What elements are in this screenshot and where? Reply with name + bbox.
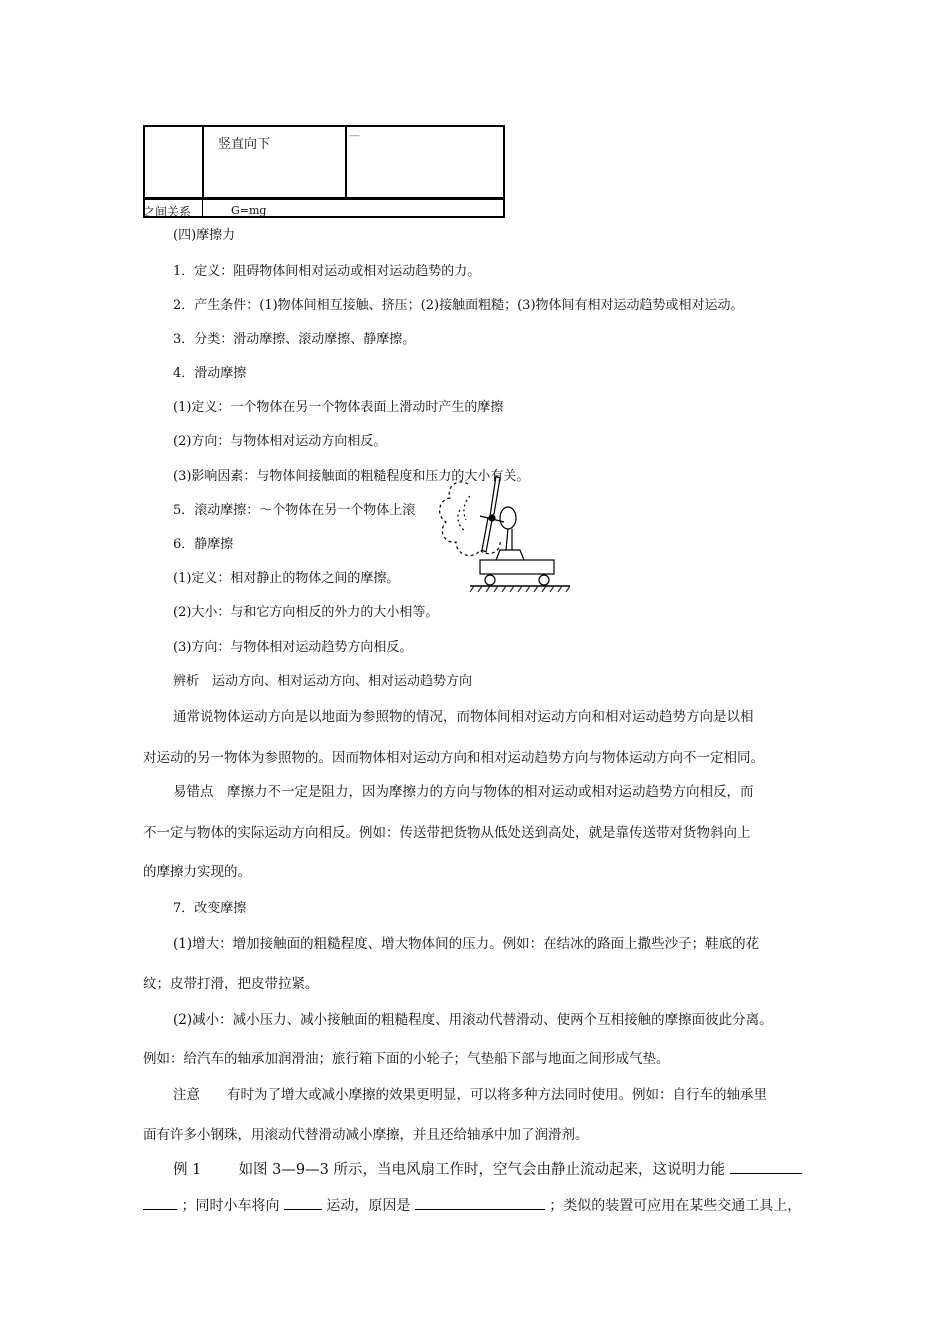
text-line: 1．定义：阻碍物体间相对运动或相对运动趋势的力。 [173, 264, 481, 279]
text-line: 3．分类：滑动摩擦、滚动摩擦、静摩擦。 [173, 332, 416, 347]
table-cell-direction: 竖直向下 [218, 137, 271, 152]
text-line: 6．静摩擦 [173, 537, 234, 552]
cart-wheel [485, 575, 495, 585]
text-line: 4．滑动摩擦 [173, 366, 247, 381]
table-row-value: G=mg [231, 204, 267, 217]
example-text: ；类似的装置可应用在某些交通工具上， [549, 1198, 802, 1214]
answer-blank[interactable] [415, 1197, 545, 1210]
paragraph-line: 通常说物体运动方向是以地面为参照物的情况，而物体间相对运动方向和相对运动趋势方向是以相 [173, 709, 754, 725]
table-divider [202, 127, 204, 197]
text-line: (1)定义：一个物体在另一个物体表面上滑动时产生的摩擦 [173, 400, 504, 415]
paragraph-line: 的摩擦力实现的。 [143, 864, 251, 880]
paragraph-line: 不一定与物体的实际运动方向相反。例如：传送带把货物从低处送到高处，就是靠传送带对货物斜向上 [143, 825, 751, 841]
text-line: (1)定义：相对静止的物体之间的摩擦。 [173, 571, 400, 586]
fan-blade [490, 476, 500, 516]
table-row-label: 之间关系 [143, 205, 192, 219]
paragraph-line: 面有许多小钢珠，用滚动代替滑动减小摩擦，并且还给轴承中加了润滑剂。 [143, 1127, 589, 1143]
answer-blank[interactable] [730, 1161, 802, 1174]
text-line: (2)方向：与物体相对运动方向相反。 [173, 434, 387, 449]
text-line: 辨析 运动方向、相对运动方向、相对运动趋势方向 [173, 674, 473, 689]
table-divider [145, 199, 503, 200]
data-table [143, 125, 505, 218]
text-line: 7．改变摩擦 [173, 901, 247, 916]
example-line [143, 1195, 801, 1215]
example-text: 运动，原因是 [326, 1198, 411, 1214]
example-text: 如图 3—9—3 所示，当电风扇工作时，空气会由静止流动起来，这说明力能 [238, 1162, 725, 1178]
cart-body [480, 560, 554, 574]
paragraph-line: 例如：给汽车的轴承加润滑油；旅行箱下面的小轮子；气垫船下部与地面之间形成气垫。 [143, 1051, 670, 1067]
paragraph-line: 对运动的另一物体为参照物的。因而物体相对运动方向和相对运动趋势方向与物体运动方向不一定相同。 [143, 750, 764, 766]
answer-blank[interactable] [143, 1197, 177, 1210]
fan-cart-figure [430, 466, 575, 598]
paragraph-line: 纹；皮带打滑，把皮带拉紧。 [143, 976, 319, 992]
example-line [173, 1158, 802, 1179]
text-line: 2．产生条件：(1)物体间相互接触、挤压；(2)接触面粗糙；(3)物体间有相对运动趋势或相对运动。 [173, 298, 744, 313]
paragraph-line: 注意 有时为了增大或减小摩擦的效果更明显，可以将多种方法同时使用。例如：自行车的轴承里 [173, 1087, 767, 1103]
cart-wheel [539, 575, 549, 585]
paragraph-line: 易错点 摩擦力不一定是阻力，因为摩擦力的方向与物体的相对运动或相对运动趋势方向相反，而 [173, 784, 754, 800]
fan-blade [482, 518, 492, 552]
table-divider [202, 199, 203, 216]
section-heading: (四)摩擦力 [173, 228, 236, 243]
example-label: 例 1 [173, 1162, 202, 1178]
paragraph-line: (2)减小：减小压力、减小接触面的粗糙程度、用滚动代替滑动、使两个互相接触的摩擦面彼此分离。 [173, 1012, 773, 1028]
text-line: (3)方向：与物体相对运动趋势方向相反。 [173, 640, 413, 655]
table-divider [345, 127, 347, 197]
paragraph-line: (1)增大：增加接触面的粗糙程度、增大物体间的压力。例如：在结冰的路面上撒些沙子；鞋底的花 [173, 936, 760, 952]
text-line: (3)影响因素：与物体间接触面的粗糙程度和压力的大小有关。 [173, 469, 530, 484]
fan-motor [500, 507, 516, 529]
example-text: ；同时小车将向 [181, 1198, 280, 1214]
text-line: (2)大小：与和它方向相反的外力的大小相等。 [173, 605, 439, 620]
table-cell-dash: — [349, 129, 360, 142]
fan-base [496, 550, 524, 560]
text-line: 5．滚动摩擦：～个物体在另一个物体上滚 [173, 503, 416, 518]
answer-blank[interactable] [284, 1197, 322, 1210]
